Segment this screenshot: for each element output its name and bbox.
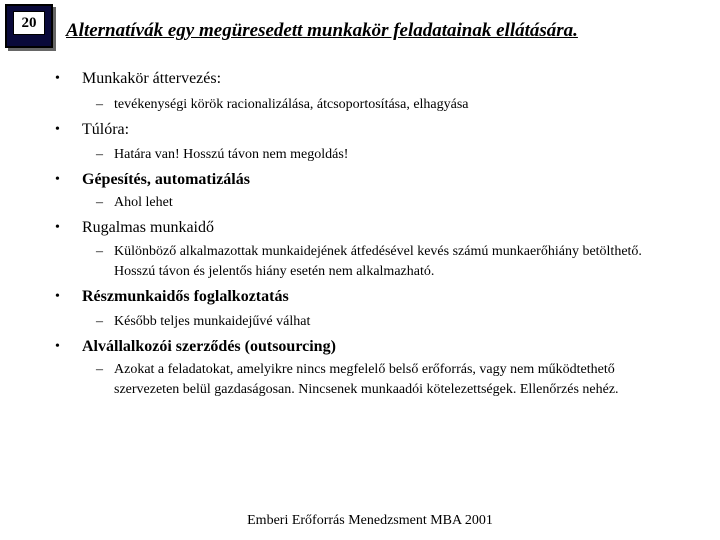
- bullet-icon: •: [55, 122, 60, 137]
- slide-title: Alternatívák egy megüresedett munkakör feladatainak ellátására.: [66, 20, 578, 41]
- dash-icon: –: [96, 244, 103, 259]
- dash-icon: –: [96, 314, 103, 329]
- slide-number: 20: [13, 11, 45, 35]
- item-sub-overtime: Határa van! Hosszú távon nem megoldás!: [114, 147, 349, 162]
- item-heading-overtime: Túlóra:: [82, 121, 130, 138]
- bullet-icon: •: [55, 220, 60, 235]
- bullet-icon: •: [55, 339, 60, 354]
- footer: Emberi Erőforrás Menedzsment MBA 2001: [247, 513, 493, 528]
- item-sub-part-time: Később teljes munkaidejűvé válhat: [114, 314, 311, 329]
- dash-icon: –: [96, 195, 103, 210]
- item-heading-flexible-hours: Rugalmas munkaidő: [82, 219, 214, 236]
- item-heading-redesign: Munkakör áttervezés:: [82, 70, 222, 87]
- bullet-icon: •: [55, 172, 60, 187]
- item-heading-automation: Gépesítés, automatizálás: [82, 171, 250, 188]
- item-sub-outsourcing: Azokat a feladatokat, amelyikre nincs megfelelő belső erőforrás, vagy nem működtethető szervezeten belül gazdaságosan. Nincsenek munkaadói kötelezettségek. Ellenőrzés nehéz.: [114, 362, 619, 397]
- item-heading-outsourcing: Alvállalkozói szerződés (outsourcing): [82, 338, 336, 355]
- item-sub-redesign: tevékenységi körök racionalizálása, átcsoportosítása, elhagyása: [114, 97, 469, 112]
- item-heading-part-time: Részmunkaidős foglalkoztatás: [82, 288, 289, 305]
- dash-icon: –: [96, 147, 103, 162]
- item-sub-automation: Ahol lehet: [114, 195, 173, 210]
- slide-number-box: [5, 4, 53, 48]
- dash-icon: –: [96, 97, 103, 112]
- bullet-icon: •: [55, 289, 60, 304]
- dash-icon: –: [96, 362, 103, 377]
- bullet-icon: •: [55, 71, 60, 86]
- item-sub-flexible-hours: Különböző alkalmazottak munkaidejének átfedésével kevés számú munkaerőhiány betölthető. Hosszú távon és jelentős hiány esetén nem alkalmazható.: [114, 244, 642, 279]
